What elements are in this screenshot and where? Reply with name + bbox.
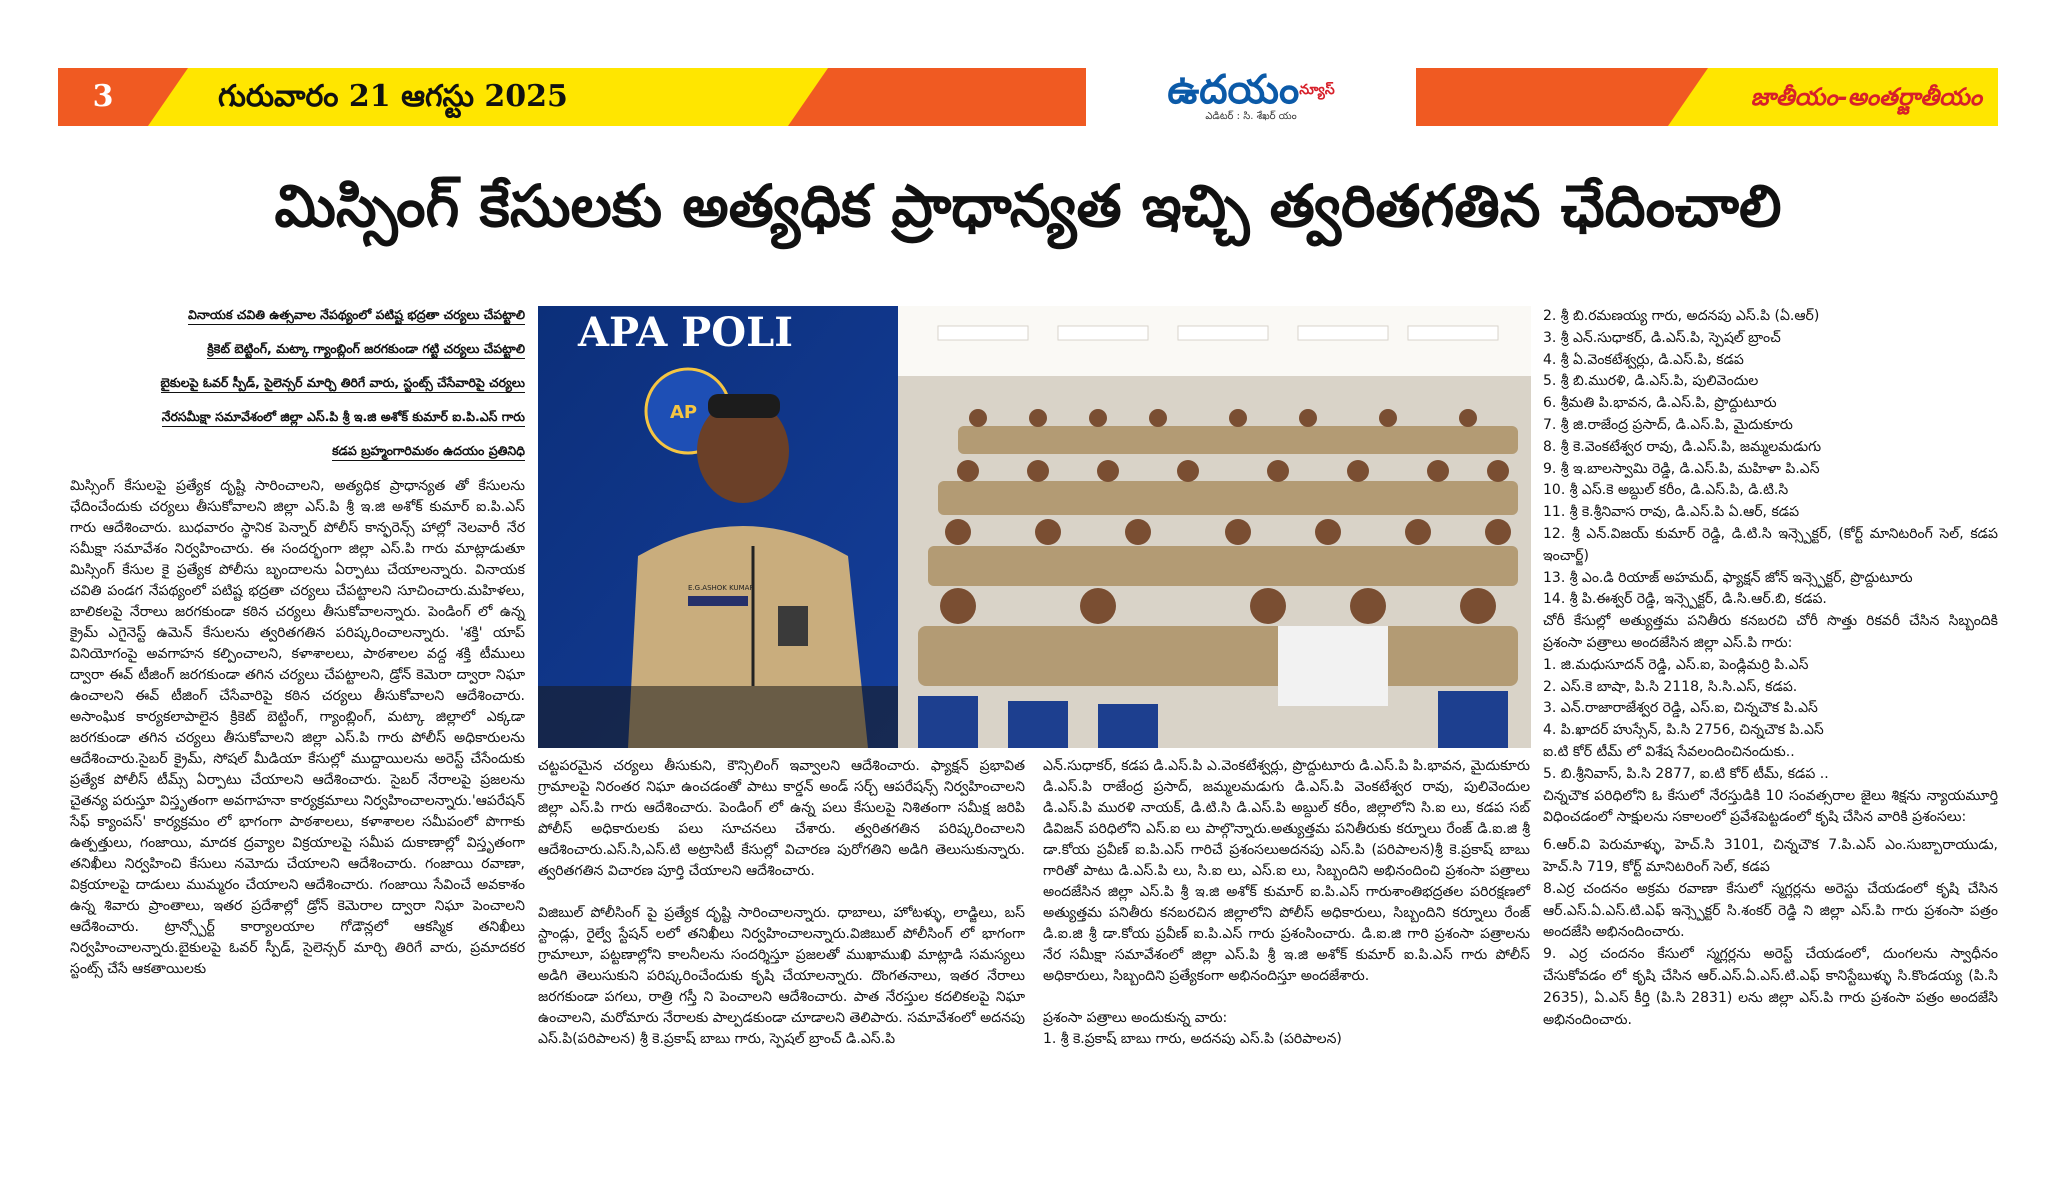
list-item: 6.ఆర్.వి పెరుమాళ్ళు, హెచ్.సి 3101, చిన్నచౌక 7.పి.ఎస్ ఎం.సుబ్బారాయుడు, హెచ్.సి 719, కోర్ట్ మానిటరింగ్ సెల్, కడప xyxy=(1543,837,1998,875)
article-column-3 xyxy=(1043,756,1530,1176)
subhead: నేరసమీక్షా సమావేశంలో జిల్లా ఎస్.పి శ్రీ ఇ.జి అశోక్ కుమార్ ఐ.పి.ఎస్ గారు xyxy=(70,400,525,434)
news-photo xyxy=(538,306,1531,748)
paragraph: విజిబుల్ పోలీసింగ్ పై ప్రత్యేక దృష్టి సారించాలన్నారు. ధాబాలు, హోటళ్ళు, లాడ్జిలు, బస్ స్టాండ్లు, రైల్వే స్టేషన్ లలో తనిఖీలు నిర్వహించాలన్నారు.విజిబుల్ పోలీసింగ్ లో భాగంగా గ్రామాలూ, పట్టణాల్లోని కాలనీలను సందర్శిస్తూ ప్రజలతో ముఖాముఖి మాట్లాడి సమస్యలు అడిగి తెలుసుకుని పరిష్కరించేందుకు కృషి చేయాలన్నారు. దొంగతనాలు, ఇతర నేరాలు జరగకుండా పగలు, రాత్రి గస్తీ ని పెంచాలని ఆదేశించారు. పాత నేరస్తుల కదలికలపై నిఘా ఉంచాలని, మరోమారు నేరాలకు పాల్పడకుండా చూడాలని తెలిపారు. సమావేశంలో అదనపు ఎస్.పి(పరిపాలన) శ్రీ కె.ప్రకాష్ బాబు గారు, స్పెషల్ బ్రాంచ్ డి.ఎస్.పి xyxy=(538,905,1025,1047)
list-item: 11. శ్రీ కె.శ్రీనివాస రావు, డి.ఎస్.పి ఏ.ఆర్, కడప xyxy=(1543,504,1800,521)
logo-text: ఉదయం$^{న్యూస్}$ xyxy=(1167,66,1335,113)
list-item: 1. జి.మధుసూదన్ రెడ్డి, ఎస్.ఐ, పెండ్లిమర్రి పి.ఎస్ xyxy=(1543,656,1809,673)
list-item: 10. శ్రీ ఎస్.కె అబ్దుల్ కరీం, డి.ఎస్.పి, డి.టి.సి xyxy=(1543,482,1789,499)
list-item: 9. శ్రీ ఇ.బాలస్వామి రెడ్డి, డి.ఎస్.పి, మహిళా పి.ఎస్ xyxy=(1543,460,1820,477)
list-heading: ప్రశంసా పత్రాలు అందుకున్న వారు: xyxy=(1043,1010,1228,1026)
list-item: 1. శ్రీ కె.ప్రకాష్ బాబు గారు, అదనపు ఎస్.పి (పరిపాలన) xyxy=(1043,1031,1342,1047)
subhead: వినాయక చవితి ఉత్సవాల నేపథ్యంలో పటిష్ట భద్రతా చర్యలు చేపట్టాలి xyxy=(70,298,525,332)
subhead: బైకులపై ఓవర్ స్పీడ్, సైలెన్సర్ మార్చి తిరిగే వారు, స్టంట్స్ చేసేవారిపై చర్యలు xyxy=(70,366,525,400)
article-column-4 xyxy=(1543,306,1998,1176)
list-item: 3. ఎన్.రాజారాజేశ్వర రెడ్డి, ఎస్.ఐ, చిన్నచౌక పి.ఎస్ xyxy=(1543,700,1818,717)
emblem-text: AP xyxy=(670,402,698,423)
paragraph: మిస్సింగ్ కేసులపై ప్రత్యేక దృష్టి సారించాలని, అత్యధిక ప్రాధాన్యత తో కేసులను ఛేదించేందుకు చర్యలు తీసుకోవాలని జిల్లా ఎస్.పి శ్రీ ఇ.జి అశోక్ కుమార్ ఐ.పి.ఎస్ గారు ఆదేశించారు. బుధవారం స్థానిక పెన్నార్ పోలీస్ కాన్ఫరెన్స్ హాల్లో నెలవారీ నేర సమీక్షా సమావేశం నిర్వహించారు. ఈ సందర్భంగా జిల్లా ఎస్.పి గారు మాట్లాడుతూ మిస్సింగ్ కేసుల కై ప్రత్యేక పోలీసు బృందాలను ఏర్పాటు చేయాలన్నారు. వినాయక చవితి పండగ నేపథ్యంలో పటిష్ట భద్రతా చర్యలు చేపట్టాలని సూచించారు.మహిళలు, బాలికలపై నేరాలు జరగకుండా కఠిన చర్యలు తీసుకోవాలన్నారు. పెండింగ్ లో ఉన్న క్రైమ్ ఎగైనెస్ట్ ఉమెన్ కేసులను త్వరితగతిన పరిష్కరించాలన్నారు. 'శక్తి' యాప్ వినియోగంపై అవగాహన కల్పించాలని, కళాశాలలు, పాఠశాలల వద్ద శక్తి టీములు ద్వారా ఈవ్ టీజింగ్ జరగకుండా తగిన చర్యలు చేపట్టాలని, డ్రోన్ కెమెరా ద్వారా నిఘా ఉంచాలని ఈవ్ టీజింగ్ చేసేవారిపై కఠిన చర్యలు తీసుకోవాలని ఆదేశించారు. అసాంఘిక కార్యకలాపాలైన క్రికెట్ బెట్టింగ్, గ్యాంబ్లింగ్, మట్కా జిల్లాలో ఎక్కడా జరగకుండా తగిన చర్యలు తీసుకోవాలని జిల్లా ఎస్.పి గారు పోలీస్ అధికారులను ఆదేశించారు.సైబర్ క్రైమ్, సోషల్ మీడియా కేసుల్లో ముద్దాయిలను అరెస్ట్ చేసేందుకు ప్రత్యేక పోలీస్ టీమ్స్ ఏర్పాటు చేయాలని ఆదేశించారు. సైబర్ నేరాలపై ప్రజలను చైతన్య పరుస్తూ విస్తృతంగా అవగాహనా కార్యక్రమాలు నిర్వహించాలన్నారు.'ఆపరేషన్ సేఫ్ క్యాంపస్' కార్యక్రమం లో భాగంగా పాఠశాలలు, కళాశాలల సమీపంలో పొగాకు ఉత్పత్తులు, గంజాయి, మాదక ద్రవ్యాల విక్రయాలపై సమీప దుకాణాల్లో విస్తృతంగా తనిఖీలు నిర్వహించి కేసులు నమోదు చేయాలని ఆదేశించారు. గంజాయి రవాణా, విక్రయాలపై దాడులు ముమ్మరం చేయాలని ఆదేశించారు. గంజాయి సేవించే అవకాశం ఉన్న శివారు ప్రాంతాలు, ఇతర ప్రదేశాల్లో డ్రోన్ కెమెరాల ద్వారా నిఘా పెంచాలని ఆదేశించారు. ట్రాన్స్పోర్ట్ కార్యాలయాల గోడౌన్లలో ఆకస్మిక తనిఖీలు నిర్వహించాలన్నారు.బైకులపై ఓవర్ స్పీడ్, సైలెన్సర్ మార్చి తిరిగే వారు, ప్రమాదకర స్టంట్స్ చేసే ఆకతాయిలకు xyxy=(70,478,525,977)
list-item: 6. శ్రీమతి పి.భావన, డి.ఎస్.పి, ప్రొద్దుటూరు xyxy=(1543,395,1777,412)
list-heading: ఐ.టి కోర్ టీమ్ లో విశేష సేవలందించినందుకు.. xyxy=(1543,743,1795,760)
list-item: 2. ఎస్.కె బాషా, పి.సి 2118, సి.సి.ఎస్, కడప. xyxy=(1543,678,1798,695)
paragraph: ఎన్.సుధాకర్, కడప డి.ఎస్.పి ఎ.వెంకటేశ్వర్లు, ప్రొద్దుటూరు డి.ఎస్.పి పి.భావన, మైదుకూరు డి.ఎస్.పి రాజేంద్ర ప్రసాద్, జమ్మలమడుగు డి.ఎస్.పి వెంకటేశ్వర రావు, పులివెందుల డి.ఎస్.పి మురళి నాయక్, డి.టి.సి డి.ఎస్.పి అబ్దుల్ కరీం, జిల్లాలోని సి.ఐ లు, కడప సబ్ డివిజన్ పరిధిలోని ఎస్.ఐ లు పాల్గొన్నారు.అత్యుత్తమ పనితీరుకు కర్నూలు రేంజ్ డి.ఐ.జి శ్రీ డా.కోయ ప్రవీణ్ ఐ.పి.ఎస్ గారిచే ప్రశంసలుఅదనపు ఎస్.పి (పరిపాలన)శ్రీ కె.ప్రకాష్ బాబు గారితో పాటు డి.ఎస్.పి లు, సి.ఐ లు, ఎస్.ఐ లు, సిబ్బందిని అభినందించి ప్రశంసా పత్రాలు అందజేసిన జిల్లా ఎస్.పి శ్రీ ఇ.జి అశోక్ కుమార్ ఐ.పి.ఎస్ గారుశాంతిభద్రతల పరిరక్షణలో అత్యుత్తమ పనితీరు కనబరచిన జిల్లాలోని పోలీస్ అధికారులు, సిబ్బందిని కర్నూలు రేంజ్ డి.ఐ.జి శ్రీ డా.కోయ ప్రవీణ్ ఐ.పి.ఎస్ గారు ప్రశంసించారు. డి.ఐ.జి గారి ప్రశంసా పత్రాలను నేర సమీక్షా సమావేశంలో జిల్లా ఎస్.పి శ్రీ ఇ.జి అశోక్ కుమార్ ఐ.పి.ఎస్ గారు పోలీస్ అధికారులు, సిబ్బందిని ప్రత్యేకంగా అభినందిస్తూ అందజేశారు. xyxy=(1043,758,1530,984)
issue-date: గురువారం 21 ఆగస్టు 2025 xyxy=(218,79,568,114)
list-item: 8. శ్రీ కె.వెంకటేశ్వర రావు, డి.ఎస్.పి, జమ్మలమడుగు xyxy=(1543,438,1822,455)
paragraph: చట్టపరమైన చర్యలు తీసుకుని, కౌన్సిలింగ్ ఇవ్వాలని ఆదేశించారు. ఫ్యాక్షన్ ప్రభావిత గ్రామాలపై నిరంతర నిఘా ఉంచడంతో పాటు కార్డన్ అండ్ సర్చ్ ఆపరేషన్స్ నిర్వహించాలని జిల్లా ఎస్.పి గారు ఆదేశించారు. పెండింగ్ లో ఉన్న పలు కేసులపై నిశితంగా సమీక్ష జరిపి పోలీస్ అధికారులకు పలు సూచనలు చేశారు. త్వరితగతిన పరిష్కరించాలని ఆదేశించారు.ఎస్.సి,ఎస్.టి అట్రాసిటీ కేసుల్లో విచారణ పురోగతిని అడిగి తెలుసుకున్నారు. త్వరితగతిన విచారణ పూర్తి చేయాలని ఆదేశించారు. xyxy=(538,758,1025,879)
newspaper-logo xyxy=(1086,66,1416,128)
article-column-2 xyxy=(538,756,1025,1176)
list-item: 4. పి.ఖాదర్ హుస్సేన్, పి.సి 2756, చిన్నచౌక పి.ఎస్ xyxy=(1543,722,1824,739)
list-item: 2. శ్రీ బి.రమణయ్య గారు, అదనపు ఎస్.పి (ఏ.ఆర్) xyxy=(1543,308,1820,324)
list-item: 4. శ్రీ ఏ.వెంకటేశ్వర్లు, డి.ఎస్.పి, కడప xyxy=(1543,351,1744,368)
list-item: 5. శ్రీ బి.మురళి, డి.ఎస్.పి, పులివెందుల xyxy=(1543,373,1759,390)
photo-illustration xyxy=(538,306,1531,748)
list-item: 3. శ్రీ ఎన్.సుధాకర్, డి.ఎస్.పి, స్పెషల్ బ్రాంచ్ xyxy=(1543,329,1781,346)
backdrop-text: APA POLI xyxy=(578,309,793,356)
masthead-banner xyxy=(58,68,1998,126)
list-item: 9. ఎర్ర చందనం కేసులో స్మగ్లర్లను అరెస్ట్ చేయడంలో, దుంగలను స్వాధీనం చేసుకోవడం లో కృషి చేసిన ఆర్.ఎస్.ఏ.ఎస్.టి.ఎఫ్ కానిస్టేబుళ్ళు సి.కొండయ్య (పి.సి 2635), ఏ.ఎస్ కీర్తి (పి.సి 2831) లను జిల్లా ఎస్.పి గారు ప్రశంసా పత్రం అందజేసి అభినందించారు. xyxy=(1543,946,1998,1028)
article-column-1 xyxy=(70,476,525,1176)
logo-tag: న్యూస్ xyxy=(1299,82,1335,98)
list-item: 8.ఎర్ర చందనం అక్రమ రవాణా కేసులో స్మగ్లర్లను అరెస్టు చేయడంలో కృషి చేసిన ఆర్.ఎస్.ఏ.ఎస్.టి.ఎఫ్ ఇన్స్పెక్టర్ సి.శంకర్ రెడ్డి ని జిల్లా ఎస్.పి గారు ప్రశంసా పత్రం అందజేసి అభినందించారు. xyxy=(1543,880,1998,941)
page-number: 3 xyxy=(92,79,114,114)
dateline: కడప బ్రహ్మంగారిమఠం ఉదయం ప్రతినిధి xyxy=(70,434,525,468)
headline: మిస్సింగ్ కేసులకు అత్యధిక ప్రాధాన్యత ఇచ్చి త్వరితగతిన ఛేదించాలి xyxy=(274,172,1782,240)
list-item: 14. శ్రీ పి.ఈశ్వర్ రెడ్డి, ఇన్స్పెక్టర్, డి.సి.ఆర్.బి, కడప. xyxy=(1543,591,1827,608)
section-title: జాతీయం-అంతర్జాతీయం xyxy=(1750,83,1982,111)
list-heading: చోరీ కేసుల్లో అత్యుత్తమ పనితీరు కనబరచి చోరీ సొత్తు రికవరీ చేసిన సిబ్బందికి ప్రశంసా పత్రాలు అందజేసిన జిల్లా ఎస్.పి గారు: xyxy=(1543,613,1998,651)
list-item: 7. శ్రీ జి.రాజేంద్ర ప్రసాద్, డి.ఎస్.పి, మైదుకూరు xyxy=(1543,416,1793,433)
logo-subtitle: ఎడిటర్ : సి. శేఖర్ యం xyxy=(1205,111,1297,122)
list-item: 12. శ్రీ ఎన్.విజయ్ కుమార్ రెడ్డి, డి.టి.సి ఇన్స్పెక్టర్, (కోర్ట్ మానిటరింగ్ సెల్, కడప ఇంచార్జ్) xyxy=(1543,525,1998,564)
nameplate-text: E.G.ASHOK KUMAR xyxy=(688,584,755,592)
list-item: 5. బి.శ్రీనివాస్, పి.సి 2877, ఐ.టి కోర్ టీమ్, కడప .. xyxy=(1543,765,1829,782)
subheads xyxy=(70,298,525,468)
subhead: క్రికెట్ బెట్టింగ్, మట్కా గ్యాంబ్లింగ్ జరగకుండా గట్టి చర్యలు చేపట్టాలి xyxy=(70,332,525,366)
list-item: 13. శ్రీ ఎం.డి రియాజ్ అహమద్, ఫ్యాక్షన్ జోన్ ఇన్స్పెక్టర్, ప్రొద్దుటూరు xyxy=(1543,569,1913,586)
list-heading: చిన్నచౌక పరిధిలోని ఓ కేసులో నేరస్తుడికి 10 సంవత్సరాల జైలు శిక్షను న్యాయమూర్తి విధించడంలో సాక్షులను సకాలంలో ప్రవేశపెట్టడంలో కృషి చేసిన వారికి ప్రశంసలు: xyxy=(1543,787,1998,826)
